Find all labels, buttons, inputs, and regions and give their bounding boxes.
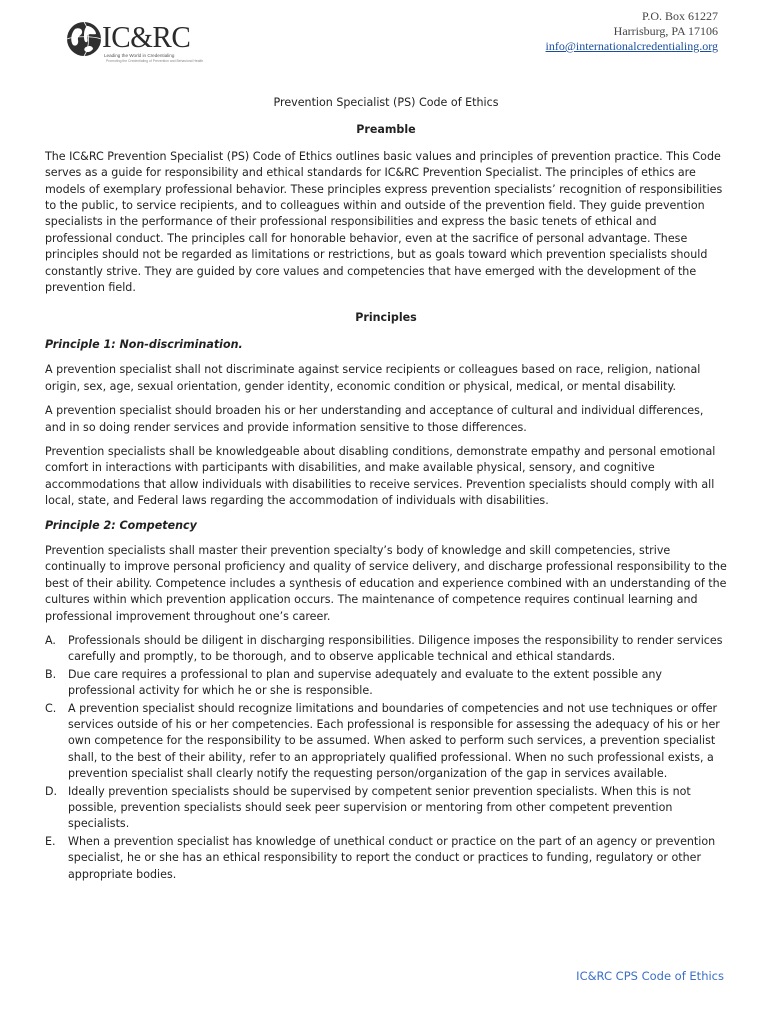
address-line-2: Harrisburg, PA 17106	[613, 24, 718, 38]
list-item-text: Due care requires a professional to plan and supervise adequately and evaluate to the extent possible any professional activity for which he or she is responsible.	[68, 667, 662, 698]
globe-icon	[66, 20, 102, 58]
list-item	[45, 701, 727, 783]
list-marker: A.	[45, 633, 56, 647]
list-item-text: A prevention specialist should recognize limitations and boundaries of competencies and not use techniques or offer services outside of his or her competencies. Each professional is responsible for assessing the adequacy of his or her own competence for the responsibility to be assumed. When asked to perform such services, a prevention specialist shall, to the best of their ability, refer to an appropriately qualified professional. When no such professional exists, a prevention specialist shall clearly notify the requesting person/organization of the gap in services available.	[68, 701, 720, 781]
list-marker: D.	[45, 784, 58, 798]
principle-1-paragraph: A prevention specialist shall not discriminate against service recipients or colleagues based on race, religion, national origin, sex, age, sexual orientation, gender identity, economic condition or physical, medical, or mental disability.	[45, 363, 701, 393]
competency-list	[45, 633, 727, 883]
document-body	[45, 95, 727, 884]
footer-label: IC&RC CPS Code of Ethics	[576, 969, 724, 983]
logo-wordmark: IC&RC	[102, 19, 191, 54]
list-item	[45, 633, 727, 666]
preamble-heading: Preamble	[356, 123, 416, 137]
principle-2-intro: Prevention specialists shall master their prevention specialty’s body of knowledge and skill competencies, strive continually to improve personal proficiency and quality of service delivery, and discharge professional responsibility to the best of their ability. Competence includes a synthesis of education and experience combined with an understanding of the cultures within which prevention application occurs. The maintenance of competence requires continual learning and professional improvement throughout one’s career.	[45, 543, 727, 623]
list-item-text: Ideally prevention specialists should be supervised by competent senior prevention specialists. When this is not possible, prevention specialists should seek peer supervision or mentoring from other competent prevention specialists.	[68, 784, 691, 831]
list-marker: B.	[45, 667, 57, 681]
principle-2-title: Principle 2: Competency	[45, 518, 197, 532]
principle-1-title: Principle 1: Non-discrimination.	[45, 337, 243, 351]
icrc-logo	[66, 19, 204, 64]
list-item-text: Professionals should be diligent in discharging responsibilities. Diligence imposes the responsibility to render services carefully and promptly, to be thorough, and to observe applicable technical and ethical standards.	[68, 633, 723, 664]
mailing-address	[546, 9, 718, 54]
list-marker: E.	[45, 834, 56, 848]
logo-subtagline: Promoting the Credentialing of Prevention and Behavioral Health	[106, 59, 204, 63]
email-link[interactable]: info@internationalcredentialing.org	[545, 39, 718, 53]
preamble-paragraph: The IC&RC Prevention Specialist (PS) Code of Ethics outlines basic values and principles of prevention practice. This Code serves as a guide for responsibility and ethical standards for IC&RC Prevention Specialist. The principles of ethics are models of exemplary professional behavior. These principles express prevention specialists’ recognition of responsibilities to the public, to service recipients, and to colleagues within and outside of the prevention field. They guide prevention specialists in the performance of their professional responsibilities and express the basic tenets of ethical and professional conduct. The principles call for honorable behavior, even at the sacrifice of personal advantage. These principles should not be regarded as limitations or restrictions, but as goals toward which prevention specialists should constantly strive. They are guided by core values and competencies that have emerged with the development of the prevention field.	[45, 149, 723, 295]
list-item-text: When a prevention specialist has knowledge of unethical conduct or practice on the part of an agency or prevention specialist, he or she has an ethical responsibility to report the conduct or practices to funding, regulatory or other appropriate bodies.	[68, 834, 716, 881]
document-title: Prevention Specialist (PS) Code of Ethics	[273, 96, 499, 109]
list-marker: C.	[45, 701, 57, 715]
list-item	[45, 667, 727, 700]
principle-1-paragraph: Prevention specialists shall be knowledgeable about disabling conditions, demonstrate empathy and personal emotional comfort in interactions with participants with disabilities, and make available physical, sensory, and cognitive accommodations that allow individuals with disabilities to receive services. Prevention specialists should comply with all local, state, and Federal laws regarding the accommodation of individuals with disabilities.	[45, 444, 716, 508]
list-item	[45, 784, 727, 833]
principle-1-paragraph: A prevention specialist should broaden his or her understanding and acceptance of cultural and individual differences, and in so doing render services and provide information sensitive to those differences.	[45, 404, 704, 434]
logo-tagline: Leading the World in Credentialing	[104, 53, 175, 58]
principles-heading: Principles	[355, 311, 417, 325]
address-line-1: P.O. Box 61227	[641, 9, 718, 23]
list-item	[45, 834, 727, 883]
